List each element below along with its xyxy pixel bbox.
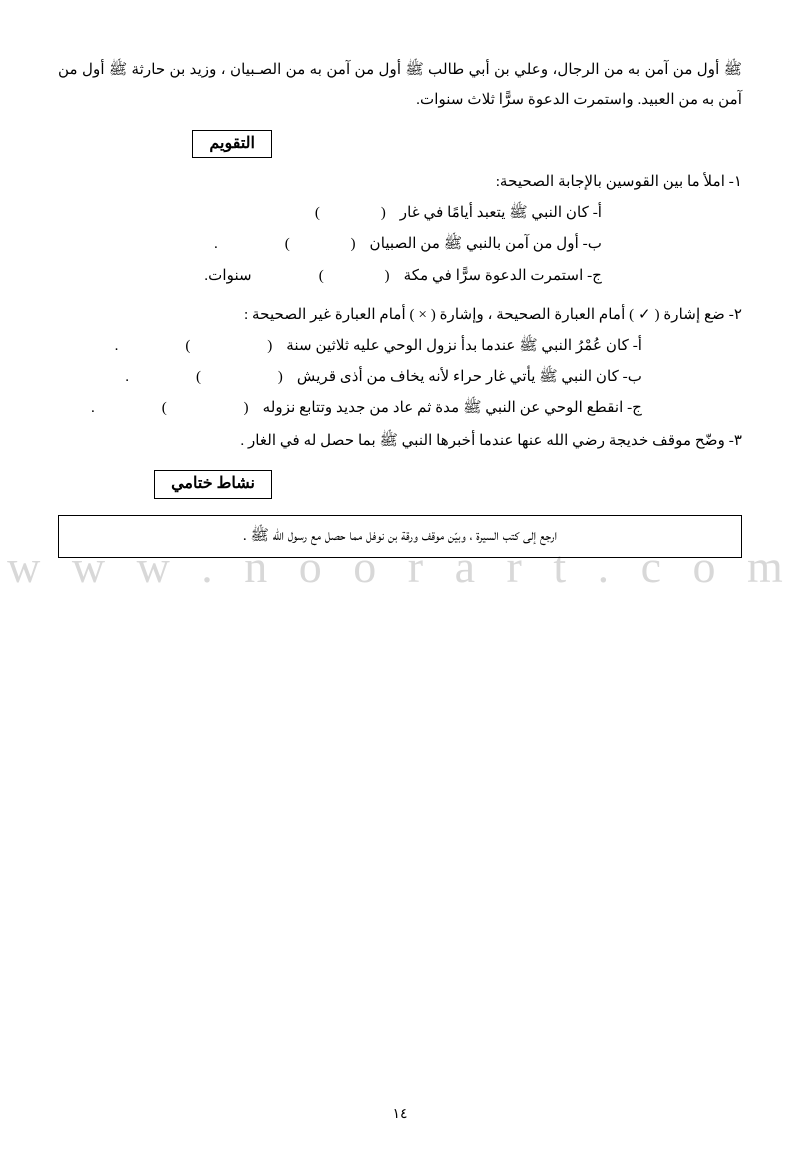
question-1-item-b-tail: . xyxy=(213,235,218,253)
paren-close: ) xyxy=(195,367,202,385)
question-3 xyxy=(58,427,742,456)
question-1-item-a xyxy=(58,197,742,228)
question-1-item-c xyxy=(58,260,742,291)
question-1-number: ١- xyxy=(728,173,742,191)
question-2 xyxy=(58,301,742,423)
question-2-item-b xyxy=(58,361,742,392)
question-1 xyxy=(58,168,742,290)
closing-activity-heading-row xyxy=(58,470,742,499)
paren-close: ) xyxy=(161,398,167,416)
paren-open: ( xyxy=(384,266,390,284)
page-number: ١٤ xyxy=(392,1107,408,1122)
question-2-text xyxy=(58,301,742,330)
paren-open: ( xyxy=(277,367,283,385)
page-content xyxy=(58,55,742,558)
closing-activity-heading: نشاط ختامي xyxy=(154,470,272,499)
question-2-item-c xyxy=(58,392,742,423)
evaluation-heading: التقويم xyxy=(192,130,272,159)
question-1-item-c-tail: سنوات. xyxy=(204,266,252,284)
question-1-item-a-label: أ- كان النبي ﷺ يتعبد أيامًا في غار xyxy=(399,204,602,222)
question-2-item-a xyxy=(58,330,742,361)
watermark-text: w w w . n o o r a r t . c o m xyxy=(7,541,793,592)
question-2-item-b-blank[interactable] xyxy=(139,361,283,392)
question-3-prompt: وضّح موقف خديجة رضي الله عنها عندما أخبرها النبي ﷺ بما حصل له في الغار . xyxy=(240,432,725,450)
paren-close: ) xyxy=(314,204,320,222)
question-2-item-a-tail: . xyxy=(114,336,119,354)
question-3-text xyxy=(58,427,742,456)
question-1-item-b-label: ب- أول من آمن بالنبي ﷺ من الصبيان xyxy=(369,235,602,253)
paren-close: ) xyxy=(185,336,191,354)
question-1-text xyxy=(58,168,742,197)
paren-open: ( xyxy=(380,204,386,222)
question-2-item-b-label: ب- كان النبي ﷺ يأتي غار حراء لأنه يخاف من أذى قريش xyxy=(296,367,642,385)
question-1-item-c-label: ج- استمرت الدعوة سرًّا في مكة xyxy=(403,266,602,284)
paren-close: ) xyxy=(318,266,324,284)
question-1-item-a-blank[interactable] xyxy=(258,197,386,228)
question-2-item-c-blank[interactable] xyxy=(105,392,249,423)
question-2-prompt: ضع إشارة ( ✓ ) أمام العبارة الصحيحة ، وإشارة ( × ) أمام العبارة غير الصحيحة : xyxy=(244,305,725,323)
question-2-item-a-label: أ- كان عُمْرُ النبي ﷺ عندما بدأ نزول الوحي عليه ثلاثين سنة xyxy=(286,336,642,354)
question-2-item-c-tail: . xyxy=(91,398,95,416)
closing-task-box: ارجع إلى كتب السيرة ، وبيّن موقف ورقة بن نوفل مما حصل مع رسول الله ﷺ . xyxy=(58,515,742,559)
paren-open: ( xyxy=(243,398,249,416)
question-2-item-b-tail: . xyxy=(125,367,130,385)
question-1-item-b xyxy=(58,228,742,259)
question-2-item-a-blank[interactable] xyxy=(128,330,272,361)
question-1-item-c-blank[interactable] xyxy=(262,260,390,291)
question-2-number: ٢- xyxy=(728,305,742,323)
question-2-item-c-label: ج- انقطع الوحي عن النبي ﷺ مدة ثم عاد من جديد وتتابع نزوله xyxy=(262,398,642,416)
question-1-prompt: املأ ما بين القوسين بالإجابة الصحيحة: xyxy=(495,173,725,191)
paren-close: ) xyxy=(284,235,290,253)
intro-paragraph: ﷺ أول من آمن به من الرجال، وعلي بن أبي طالب ﷺ أول من آمن به من الصـبيان ، وزيد بن حارثة ﷺ أول من آمن به من العبيد. واستمرت الدعوة سرًّا ثلاث سنوات. xyxy=(58,61,742,109)
paren-open: ( xyxy=(350,235,356,253)
question-3-number: ٣- xyxy=(728,432,742,450)
paren-open: ( xyxy=(267,336,273,354)
evaluation-heading-row xyxy=(58,130,742,159)
question-1-item-b-blank[interactable] xyxy=(228,228,356,259)
